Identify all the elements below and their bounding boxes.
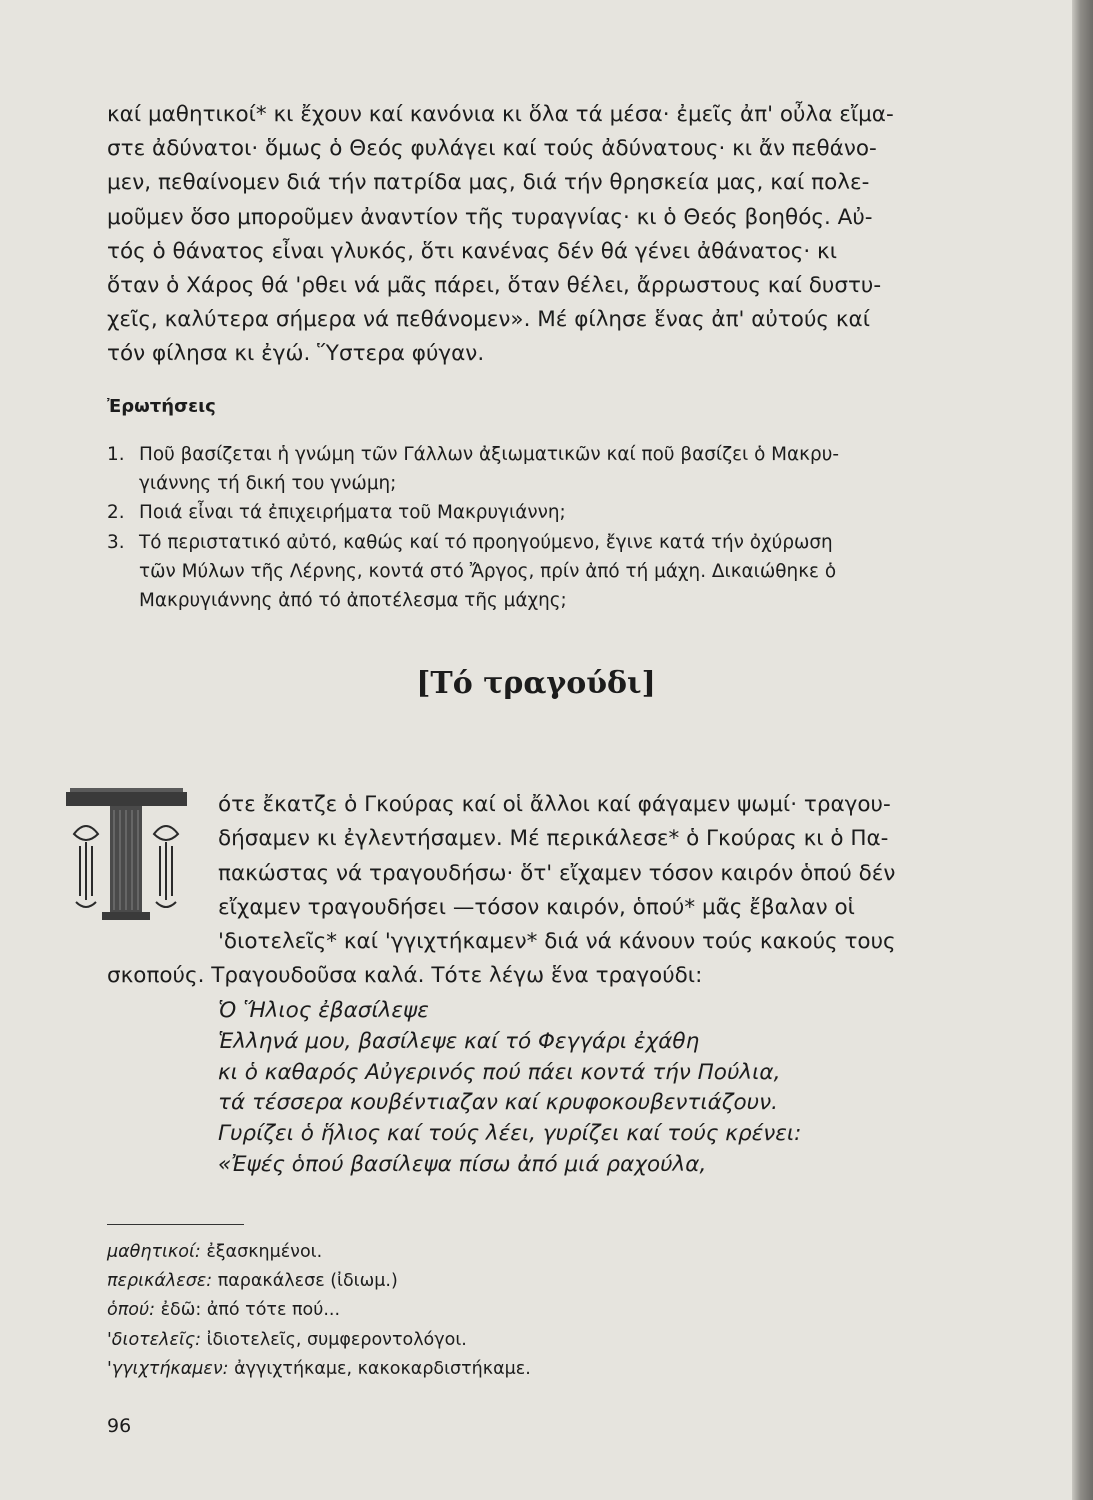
question-line: γιάννης τή δική του γνώμη;	[139, 473, 397, 495]
question-number: 3.	[107, 531, 125, 553]
glossary-term: μαθητικοί:	[107, 1242, 201, 1262]
song-line: εἴχαμεν τραγουδήσει —τόσον καιρόν, ὁπού* μᾶς ἔβαλαν οἱ	[218, 894, 855, 920]
glossary-definition: ἰδιοτελεῖς, συμφεροντολόγοι.	[206, 1329, 467, 1350]
glossary-term: περικάλεσε:	[107, 1271, 213, 1292]
poem-line: Ἑλληνά μου, βασίλεψε καί τό Φεγγάρι ἐχάθη	[218, 1028, 700, 1054]
poem-line: «Ἐψές ὁπού βασίλεψα πίσω ἀπό μιά ραχούλα,	[218, 1151, 707, 1177]
song-line: ότε ἔκατζε ὁ Γκούρας καί οἱ ἄλλοι καί φάγαμεν ψωμί· τραγου-	[218, 792, 891, 817]
section-title: [Τό τραγούδι]	[416, 666, 656, 701]
glossary-definition: ἀγγιχτήκαμε, κακοκαρδιστήκαμε.	[234, 1358, 531, 1379]
song-line: 'διοτελεῖς* καί 'γγιχτήκαμεν* διά νά κάνουν τούς κακούς τους	[218, 929, 896, 955]
body-line: τός ὁ θάνατος εἶναι γλυκός, ὅτι κανένας δέν θά γένει ἀθάνατος· κι	[107, 238, 837, 264]
glossary-entry	[107, 1326, 967, 1355]
body-line: στε ἀδύνατοι· ὅμως ὁ Θεός φυλάγει καί τούς ἀδύνατους· κι ἄν πεθάνο-	[107, 136, 877, 162]
question-line: Ποιά εἶναι τά ἐπιχειρήματα τοῦ Μακρυγιάννη;	[139, 502, 566, 524]
body-paragraph	[107, 98, 967, 372]
questions-list	[107, 440, 967, 615]
poem-line: τά τέσσερα κουβέντιαζαν καί κρυφοκουβεντιάζουν.	[218, 1090, 778, 1116]
glossary-definition: ἐξασκημένοι.	[206, 1242, 323, 1262]
glossary-entry	[107, 1238, 967, 1267]
glossary-entry	[107, 1267, 967, 1296]
song-line: πακώστας νά τραγουδήσω· ὅτ' εἴχαμεν τόσον καιρόν ὁπού δέν	[218, 860, 896, 886]
glossary-entry	[107, 1355, 967, 1384]
body-line: ὅταν ὁ Χάρος θά 'ρθει νά μᾶς πάρει, ὅταν θέλει, ἄρρωστους καί δυστυ-	[107, 273, 882, 299]
question-number: 2.	[107, 502, 125, 524]
question-line: Ποῦ βασίζεται ἡ γνώμη τῶν Γάλλων ἀξιωματικῶν καί ποῦ βασίζει ὁ Μακρυ-	[139, 444, 839, 465]
questions-heading: Ἐρωτήσεις	[107, 396, 216, 417]
question-number: 1.	[107, 444, 125, 465]
page-edge-shadow	[1072, 0, 1093, 1500]
question-line: τῶν Μύλων τῆς Λέρνης, κοντά στό Ἄργος, πρίν ἀπό τή μάχη. Δικαιώθηκε ὁ	[139, 560, 837, 582]
body-line: μεν, πεθαίνομεν διά τήν πατρίδα μας, διά τήν θρησκεία μας, καί πολε-	[107, 170, 870, 196]
question-item	[107, 528, 967, 616]
glossary-entry	[107, 1296, 967, 1325]
question-item	[107, 498, 967, 527]
question-item	[107, 440, 967, 498]
body-line: μοῦμεν ὅσο μποροῦμεν ἀναντίον τῆς τυραγνίας· κι ὁ Θεός βοηθός. Αὐ-	[107, 204, 873, 230]
glossary-definition: ἐδῶ: ἀπό τότε πού...	[160, 1300, 341, 1321]
glossary-term: ὁπού:	[107, 1300, 155, 1321]
glossary-term: 'γγιχτήκαμεν:	[107, 1358, 229, 1379]
body-line: τόν φίλησα κι ἐγώ. Ὕστερα φύγαν.	[107, 341, 485, 367]
page-number: 96	[107, 1415, 132, 1437]
footnote-divider	[107, 1224, 244, 1225]
song-line: σκοπούς. Τραγουδοῦσα καλά. Τότε λέγω ἕνα τραγούδι:	[107, 963, 703, 989]
poem-line: Γυρίζει ὁ ἥλιος καί τούς λέει, γυρίζει καί τούς κρένει:	[218, 1121, 802, 1147]
glossary	[107, 1238, 967, 1384]
glossary-definition: παρακάλεσε (ἰδιωμ.)	[217, 1271, 398, 1292]
song-paragraph	[107, 788, 967, 994]
poem	[218, 996, 938, 1181]
body-line: χεῖς, καλύτερα σήμερα νά πεθάνομεν». Μέ φίλησε ἕνας ἀπ' αὐτούς καί	[107, 307, 870, 333]
poem-line: κι ὁ καθαρός Αὐγερινός πού πάει κοντά τήν Πούλια,	[218, 1059, 781, 1085]
question-line: Τό περιστατικό αὐτό, καθώς καί τό προηγούμενο, ἔγινε κατά τήν ὀχύρωση	[139, 531, 833, 553]
body-line: καί μαθητικοί* κι ἔχουν καί κανόνια κι ὅλα τά μέσα· ἐμεῖς ἀπ' οὖλα εἴμα-	[107, 102, 894, 127]
question-line: Μακρυγιάννης ἀπό τό ἀποτέλεσμα τῆς μάχης;	[139, 590, 567, 612]
glossary-term: 'διοτελεῖς:	[107, 1329, 202, 1350]
poem-line: Ὁ Ἥλιος ἐβασίλεψε	[218, 998, 429, 1023]
song-line: δήσαμεν κι ἐγλεντήσαμεν. Μέ περικάλεσε* ὁ Γκούρας κι ὁ Πα-	[218, 826, 889, 852]
